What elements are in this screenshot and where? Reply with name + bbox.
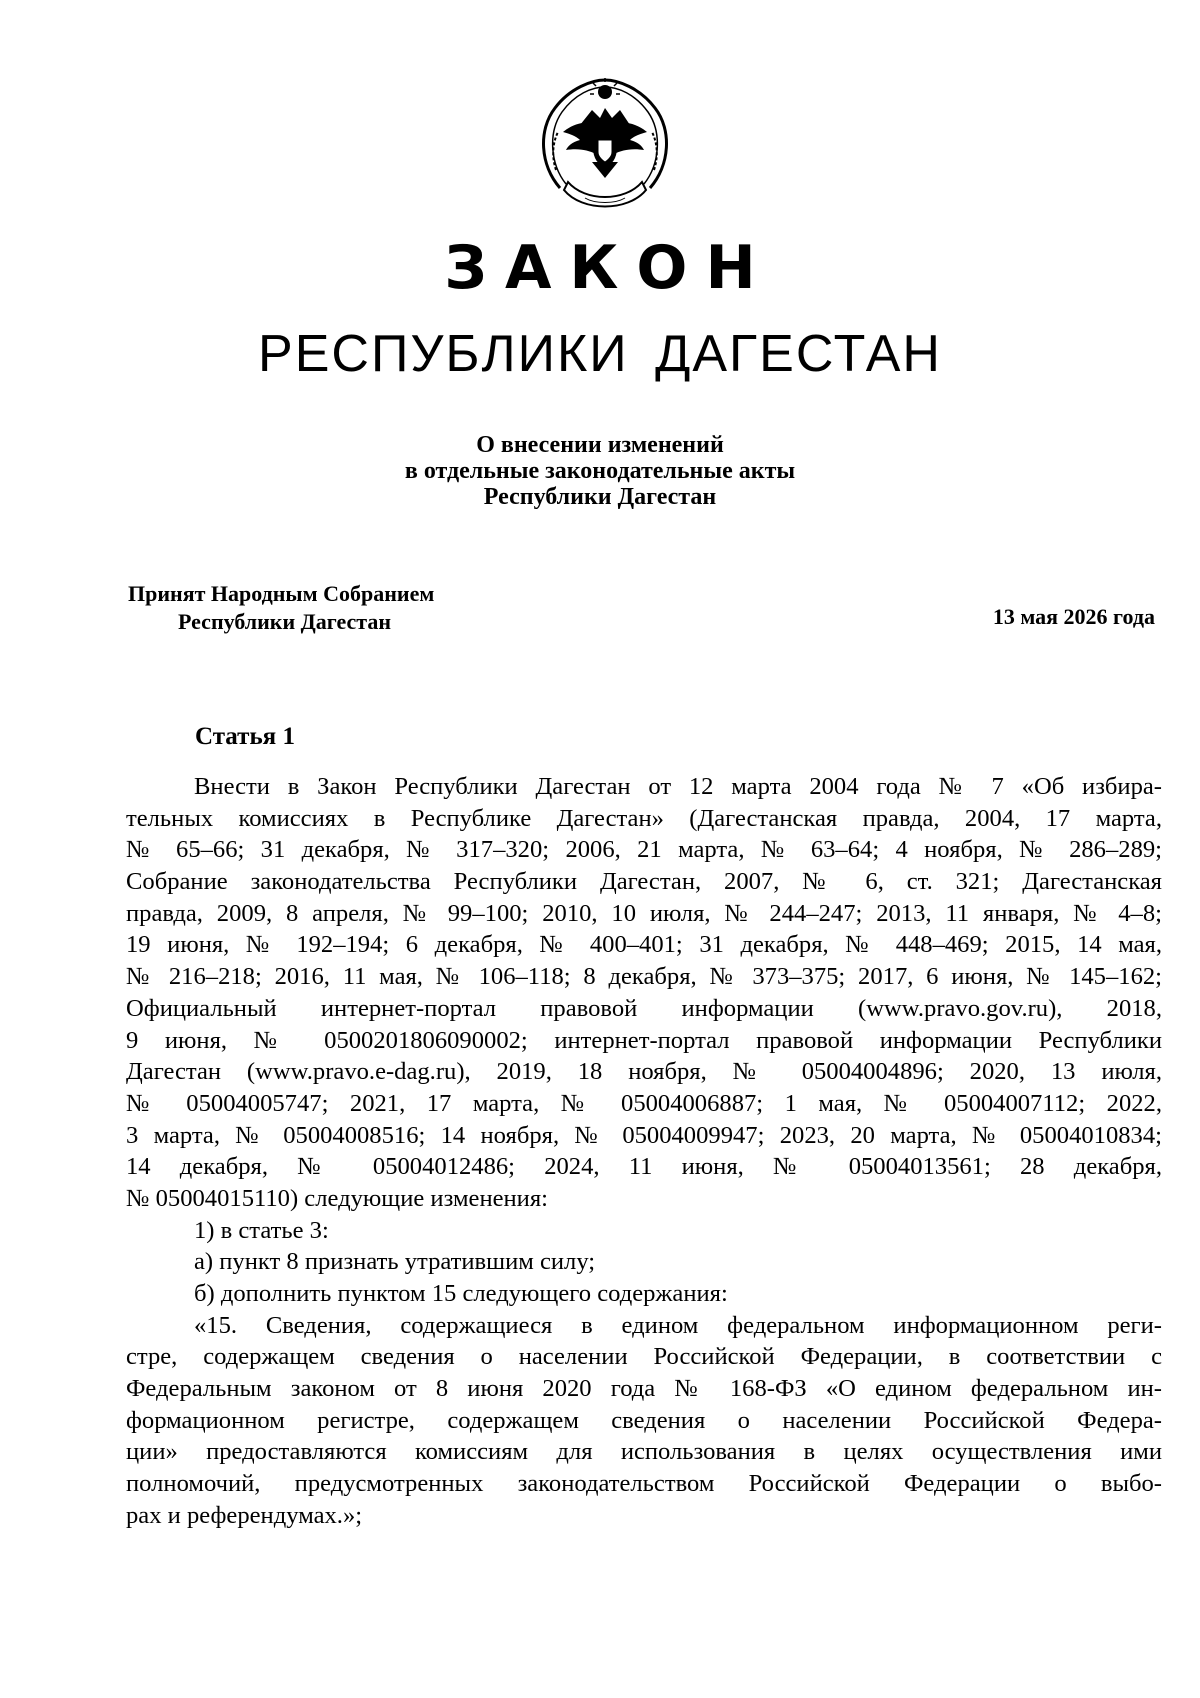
quote-line: рах и референдумах.»; bbox=[126, 1501, 363, 1529]
quote-line: «15. Сведения, содержащиеся в едином федеральном информационном реги- bbox=[194, 1311, 1162, 1339]
heading-line: Республики Дагестан bbox=[483, 484, 717, 510]
body-line: 19 июня, № 192–194; 6 декабря, № 400–401; 31 декабря, № 448–469; 2015, 14 мая, bbox=[126, 931, 1162, 959]
body-line: 9 июня, № 0500201806090002; интернет-портал правовой информации Республики bbox=[126, 1026, 1162, 1054]
law-title: ЗАКОН bbox=[444, 233, 774, 303]
body-line: правда, 2009, 8 апреля, № 99–100; 2010, 10 июля, № 244–247; 2013, 11 января, № 4–8; bbox=[126, 899, 1162, 927]
adoption-line: Республики Дагестан bbox=[178, 609, 392, 634]
adoption-date: 13 мая 2026 года bbox=[992, 604, 1155, 629]
list-item: 1) в статье 3: bbox=[194, 1216, 329, 1244]
body-line: Собрание законодательства Республики Дагестан, 2007, № 6, ст. 321; Дагестанская bbox=[126, 868, 1162, 896]
quote-line: ции» предоставляются комиссиям для использования в целях осуществления ими bbox=[126, 1438, 1162, 1466]
list-item: б) дополнить пунктом 15 следующего содержания: bbox=[194, 1280, 728, 1307]
heading-line: в отдельные законодательные акты bbox=[404, 458, 796, 484]
body-line: № 65–66; 31 декабря, № 317–320; 2006, 21 марта, № 63–64; 4 ноября, № 286–289; bbox=[126, 836, 1162, 864]
adoption-line: Принят Народным Собранием bbox=[128, 581, 435, 606]
quote-line: Федеральным законом от 8 июня 2020 года № 168-ФЗ «О едином федеральном ин- bbox=[126, 1375, 1162, 1403]
adoption-statement bbox=[128, 580, 434, 636]
article-body bbox=[126, 771, 1162, 1532]
body-line: № 216–218; 2016, 11 мая, № 106–118; 8 декабря, № 373–375; 2017, 6 июня, № 145–162; bbox=[126, 963, 1162, 991]
law-subtitle: РЕСПУБЛИКИ ДАГЕСТАН bbox=[258, 325, 942, 383]
law-heading bbox=[0, 432, 1200, 510]
article-title: Статья 1 bbox=[195, 723, 295, 750]
body-line: 14 декабря, № 05004012486; 2024, 11 июня, № 05004013561; 28 декабря, bbox=[126, 1153, 1162, 1181]
heading-line: О внесении изменений bbox=[476, 432, 724, 458]
coat-of-arms-emblem bbox=[530, 70, 680, 220]
body-line: Официальный интернет-портал правовой информации (www.pravo.gov.ru), 2018, bbox=[126, 994, 1162, 1022]
body-line: тельных комиссиях в Республике Дагестан» (Дагестанская правда, 2004, 17 марта, bbox=[126, 804, 1162, 832]
quote-line: формационном регистре, содержащем сведения о населении Российской Федера- bbox=[126, 1406, 1162, 1434]
list-item: а) пункт 8 признать утратившим силу; bbox=[194, 1248, 596, 1276]
quote-line: полномочий, предусмотренных законодательством Российской Федерации о выбо- bbox=[126, 1470, 1162, 1498]
body-line: 3 марта, № 05004008516; 14 ноября, № 05004009947; 2023, 20 марта, № 05004010834; bbox=[126, 1121, 1162, 1149]
body-line: Дагестан (www.pravo.e-dag.ru), 2019, 18 ноября, № 05004004896; 2020, 13 июля, bbox=[126, 1058, 1162, 1086]
body-line: Внести в Закон Республики Дагестан от 12 марта 2004 года № 7 «Об избира- bbox=[194, 773, 1162, 800]
quote-line: стре, содержащем сведения о населении Российской Федерации, в соответствии с bbox=[126, 1343, 1162, 1371]
body-line: № 05004015110) следующие изменения: bbox=[126, 1184, 548, 1212]
body-line: № 05004005747; 2021, 17 марта, № 05004006887; 1 мая, № 05004007112; 2022, bbox=[126, 1089, 1162, 1117]
